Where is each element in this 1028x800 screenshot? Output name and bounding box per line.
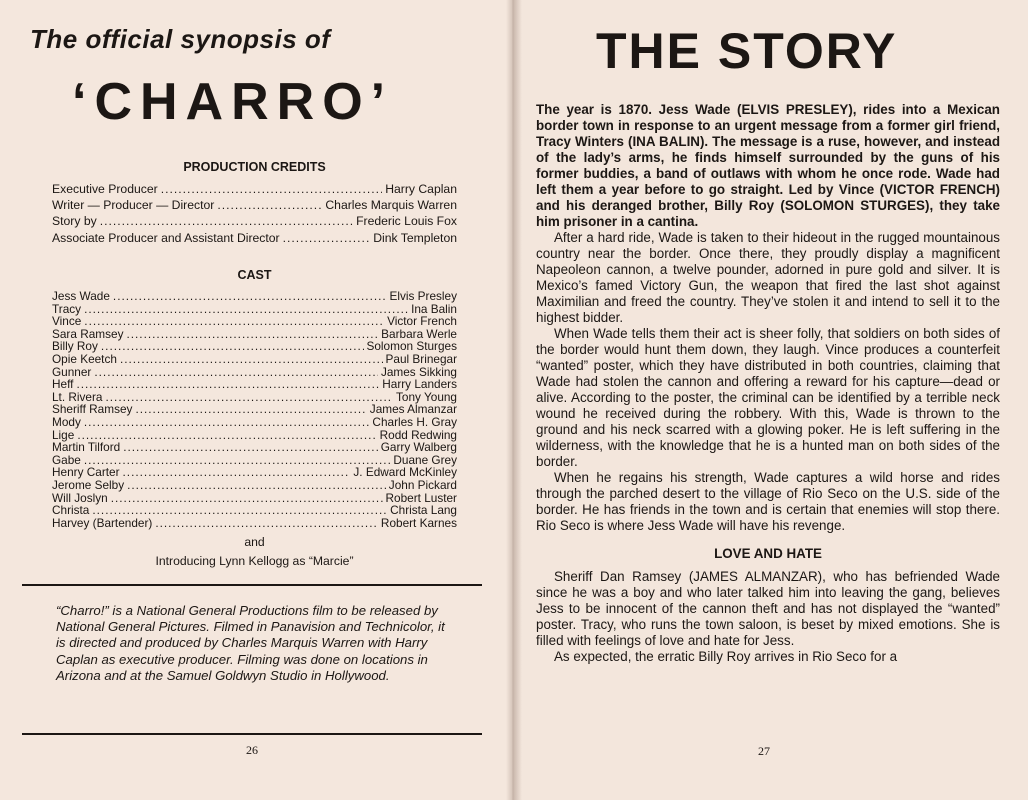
- story-paragraph: As expected, the erratic Billy Roy arrives in Rio Seco for a: [554, 649, 898, 664]
- leader-dots: [161, 182, 383, 196]
- cast-row: [52, 441, 457, 454]
- cast-actor: Rodd Redwing: [379, 427, 457, 442]
- leader-dots: [111, 492, 383, 505]
- leader-dots: [84, 303, 408, 316]
- story-paragraph: After a hard ride, Wade is taken to their hideout in the rugged mountainous country near the border. Once there, they proudly display a magnificent Napeoleon cannon, a twelve pounder, adorned in pure gold and silver. It is Mexico’s famed Victory Gun, the weapon that fired the last shot against Maximilian and freed the country. They’ve stolen it and intend to sell it to the highest bidder.: [536, 230, 1000, 325]
- cast-row: [52, 378, 457, 391]
- leader-dots: [92, 504, 387, 517]
- cast-role: Gunner: [52, 364, 92, 379]
- cast-actor: James Almanzar: [369, 402, 457, 417]
- cast-role: Heff: [52, 377, 74, 392]
- cast-actor: J. Edward McKinley: [353, 465, 457, 480]
- cast-role: Lt. Rivera: [52, 389, 103, 404]
- story-paragraph: Sheriff Dan Ramsey (JAMES ALMANZAR), who has befriended Wade since he was a boy and who later talked him into leaving the gang, believes Jess to be innocent of the cannon theft and has not displayed the “wanted” poster. Tracy, who runs the town saloon, is beset by mixed emotions. She is filled with feelings of love and hate for Jess.: [536, 569, 1000, 648]
- leader-dots: [94, 366, 378, 379]
- leader-dots: [127, 479, 386, 492]
- credit-row: [52, 231, 457, 247]
- credits-list: [52, 182, 457, 247]
- credit-name: Charles Marquis Warren: [325, 198, 457, 213]
- cast-role: Sara Ramsey: [52, 326, 124, 341]
- leader-dots: [155, 517, 378, 530]
- cast-actor: Solomon Sturges: [366, 339, 457, 354]
- cast-list: [52, 290, 457, 529]
- leader-dots: [135, 403, 366, 416]
- and-text: and: [244, 535, 265, 549]
- story-title: THE STORY: [596, 23, 898, 79]
- cast-role: Jerome Selby: [52, 477, 125, 492]
- right-page: [514, 0, 1028, 800]
- leader-dots: [100, 214, 353, 228]
- cast-actor: Christa Lang: [390, 503, 457, 518]
- cast-row: [52, 315, 457, 328]
- cast-role: Billy Roy: [52, 339, 98, 354]
- divider-rule: [22, 733, 482, 735]
- cast-role: Gabe: [52, 452, 81, 467]
- cast-actor: Harry Landers: [382, 377, 457, 392]
- leader-dots: [217, 198, 322, 212]
- leader-dots: [123, 466, 351, 479]
- credit-row: [52, 198, 457, 214]
- story-subheading: LOVE AND HATE: [714, 546, 822, 561]
- cast-actor: Tony Young: [395, 389, 457, 404]
- cast-actor: James Sikking: [380, 364, 457, 379]
- introducing-credit: Introducing Lynn Kellogg as “Marcie”: [155, 554, 354, 568]
- cast-actor: Barbara Werle: [381, 326, 457, 341]
- leader-dots: [126, 328, 378, 341]
- cast-role: Henry Carter: [52, 465, 120, 480]
- leader-dots: [84, 315, 384, 328]
- cast-actor: Ina Balin: [411, 301, 457, 316]
- credits-heading: PRODUCTION CREDITS: [183, 160, 326, 174]
- leader-dots: [105, 391, 393, 404]
- story-body: [536, 102, 1000, 665]
- page-number-left: 26: [246, 743, 258, 757]
- cast-actor: Robert Karnes: [380, 515, 457, 530]
- synopsis-heading: The official synopsis of: [30, 24, 331, 54]
- left-page: [0, 0, 512, 800]
- cast-role: Opie Keetch: [52, 351, 117, 366]
- cast-role: Jess Wade: [52, 289, 110, 303]
- credit-row: [52, 214, 457, 230]
- cast-row: [52, 290, 457, 303]
- cast-role: Vince: [52, 314, 82, 329]
- cast-role: Christa: [52, 503, 90, 518]
- cast-actor: Duane Grey: [393, 452, 457, 467]
- leader-dots: [283, 231, 371, 245]
- leader-dots: [101, 340, 364, 353]
- credit-role: Story by: [52, 214, 97, 229]
- cast-actor: John Pickard: [388, 477, 457, 492]
- story-paragraph: The year is 1870. Jess Wade (ELVIS PRESLEY), rides into a Mexican border town in response to an urgent message from a former girl friend, Tracy Winters (INA BALIN). The message is a ruse, however, and instead of the lady’s arms, he finds himself surrounded by the guns of his former buddies, a band of outlaws with whom he once rode. Wade had left them a year before to go straight. Led by Vince (VICTOR FRENCH) and his deranged brother, Billy Roy (SOLOMON STURGES), they take him prisoner in a cantina.: [536, 102, 1000, 229]
- story-paragraph: When Wade tells them their act is sheer folly, that soldiers on both sides of the border would hunt them down, they laugh. Vince produces a counterfeit “wanted” poster, which they have distributed in both countries, claiming that Wade had stolen the cannon and offering a reward for his capture—dead or alive. According to the poster, the criminal can be identified by a terrible neck wound he received during the robbery. With this, Wade is thrown to the ground and his neck scarred with a glowing poker. He is left suffering in the wilderness, with the knowledge that he is a hunted man on both sides of the border.: [536, 326, 1000, 469]
- credit-role: Writer — Producer — Director: [52, 198, 215, 213]
- page-number-right: 27: [758, 744, 770, 758]
- cast-heading: CAST: [237, 268, 272, 282]
- divider-rule: [22, 584, 482, 586]
- cast-role: Mody: [52, 414, 81, 429]
- cast-row: [52, 353, 457, 366]
- cast-role: Tracy: [52, 301, 82, 316]
- credit-role: Associate Producer and Assistant Director: [52, 230, 280, 245]
- cast-role: Harvey (Bartender): [52, 515, 153, 530]
- cast-actor: Elvis Presley: [389, 289, 457, 303]
- cast-role: Sheriff Ramsey: [52, 402, 133, 417]
- film-title: ‘CHARRO’: [72, 73, 394, 131]
- cast-role: Lige: [52, 427, 75, 442]
- leader-dots: [76, 378, 379, 391]
- story-paragraph: When he regains his strength, Wade captures a wild horse and rides through the parched desert to the village of Rio Seco on the U.S. side of the border. He has friends in the town and is certain that enemies will stop there. Rio Seco is where Jess Wade will have his revenge.: [536, 470, 1000, 533]
- leader-dots: [120, 353, 383, 366]
- cast-actor: Garry Walberg: [380, 440, 457, 455]
- credit-name: Harry Caplan: [385, 182, 457, 196]
- credit-role: Executive Producer: [52, 182, 158, 196]
- leader-dots: [77, 429, 376, 442]
- leader-dots: [123, 441, 378, 454]
- credit-name: Frederic Louis Fox: [356, 214, 457, 229]
- cast-row: [52, 479, 457, 492]
- leader-dots: [84, 454, 391, 467]
- cast-row: [52, 517, 457, 530]
- cast-role: Martin Tilford: [52, 440, 121, 455]
- cast-actor: Victor French: [387, 314, 457, 329]
- book-gutter: [506, 0, 522, 800]
- credit-name: Dink Templeton: [373, 230, 457, 245]
- leader-dots: [113, 290, 387, 303]
- credit-row: [52, 182, 457, 198]
- cast-actor: Charles H. Gray: [372, 414, 457, 429]
- cast-row: [52, 416, 457, 429]
- leader-dots: [84, 416, 370, 429]
- production-blurb: “Charro!” is a National General Productions film to be released by National General Pictures. Filmed in Panavision and Technicolor, it is directed and produced by Charles Marquis Warren with Harry Caplan as executive producer. Filming was done on locations in Arizona and at the Samuel Goldwyn Studio in Hollywood.: [56, 603, 445, 683]
- cast-role: Will Joslyn: [52, 490, 108, 505]
- cast-actor: Robert Luster: [385, 490, 457, 505]
- cast-row: [52, 504, 457, 517]
- cast-actor: Paul Brinegar: [385, 351, 457, 366]
